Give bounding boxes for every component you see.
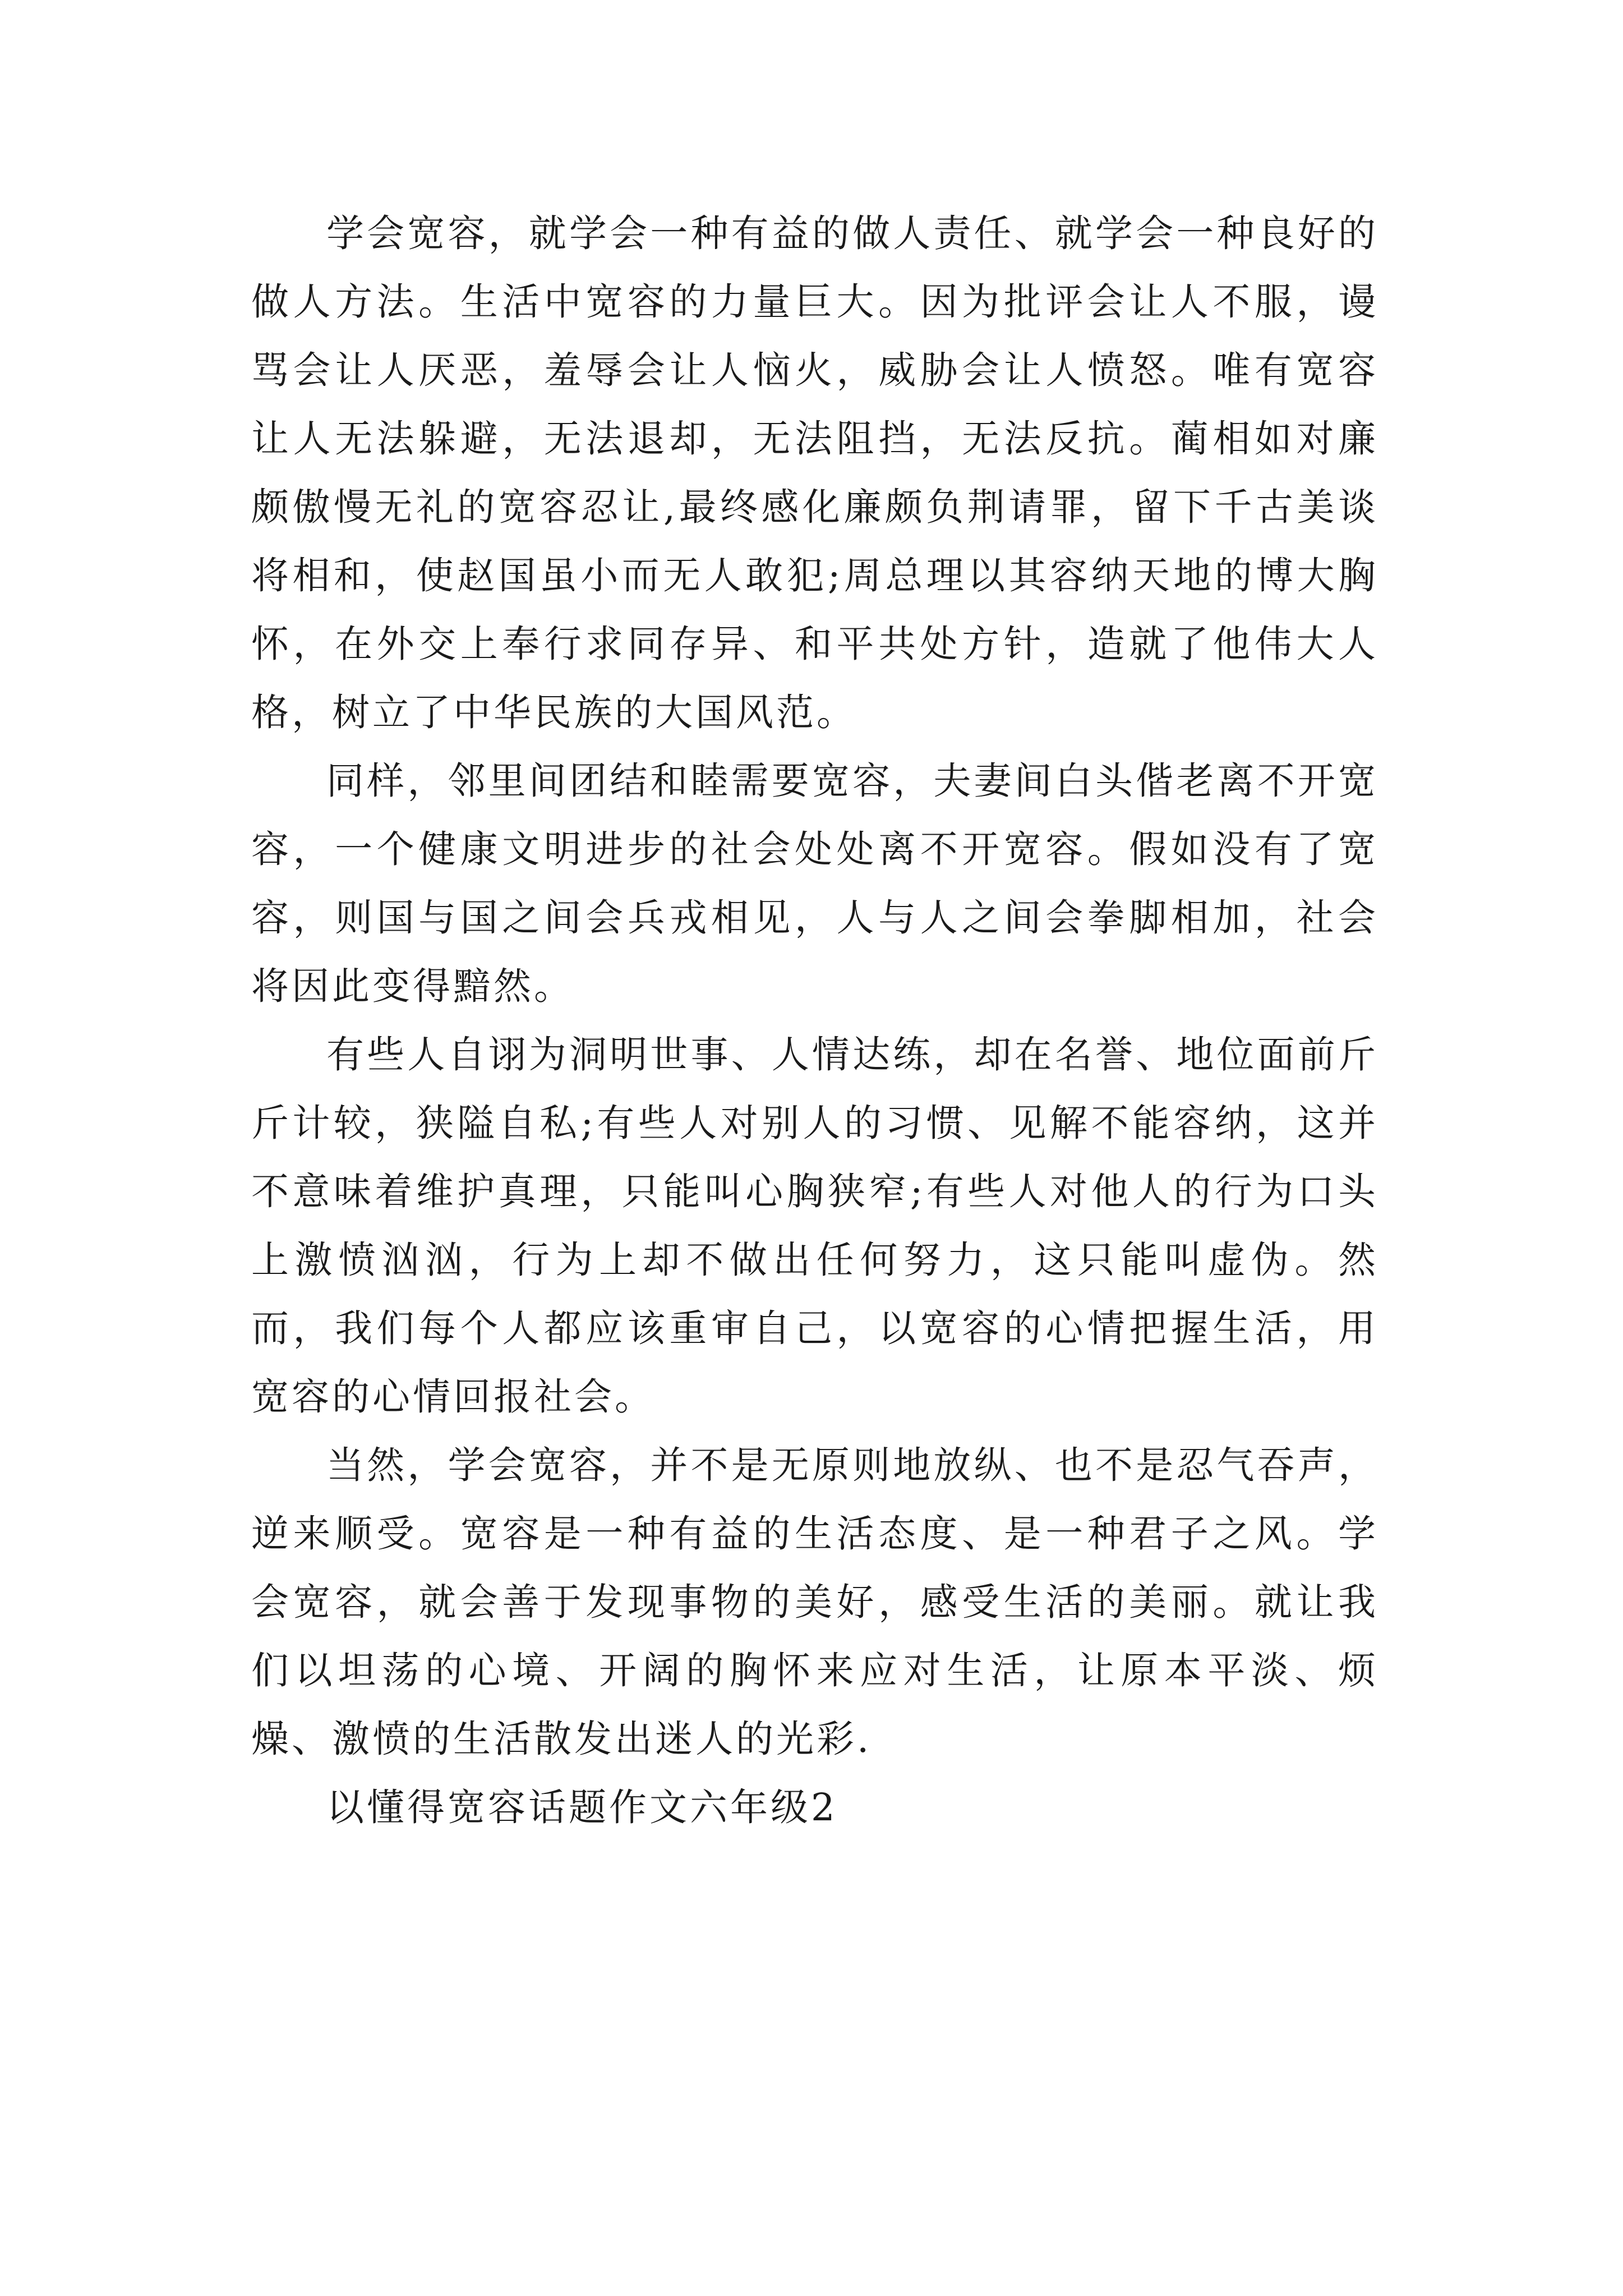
essay-heading: 以懂得宽容话题作文六年级2	[326, 1786, 838, 1829]
document-body	[251, 199, 1378, 1842]
paragraph-tolerance-benefits: 学会宽容，就学会一种有益的做人责任、就学会一种良好的做人方法。生活中宽容的力量巨大。因为批评会让人不服，谩骂会让人厌恶，羞辱会让人恼火，威胁会让人愤怒。唯有宽容让人无法躲避，无法退却，无法阻挡，无法反抗。蔺相如对廉颇傲慢无礼的宽容忍让,最终感化廉颇负荆请罪，留下千古美谈将相和，使赵国虽小而无人敢犯;周总理以其容纳天地的博大胸怀，在外交上奉行求同存异、和平共处方针，造就了他伟大人格，树立了中华民族的大国风范。	[251, 211, 1378, 734]
paragraph-tolerance-criticism: 有些人自诩为洞明世事、人情达练，却在名誉、地位面前斤斤计较，狭隘自私;有些人对别人的习惯、见解不能容纳，这并不意味着维护真理，只能叫心胸狭窄;有些人对他人的行为口头上激愤汹汹，行为上却不做出任何努力，这只能叫虚伪。然而，我们每个人都应该重审自己，以宽容的心情把握生活，用宽容的心情回报社会。	[251, 1033, 1378, 1419]
paragraph-tolerance-conclusion: 当然，学会宽容，并不是无原则地放纵、也不是忍气吞声，逆来顺受。宽容是一种有益的生活态度、是一种君子之风。学会宽容，就会善于发现事物的美好，感受生活的美丽。就让我们以坦荡的心境、开阔的胸怀来应对生活，让原本平淡、烦燥、激愤的生活散发出迷人的光彩.	[251, 1443, 1378, 1761]
paragraph-tolerance-society: 同样，邻里间团结和睦需要宽容，夫妻间白头偕老离不开宽容，一个健康文明进步的社会处处离不开宽容。假如没有了宽容，则国与国之间会兵戎相见，人与人之间会拳脚相加，社会将因此变得黯然。	[251, 759, 1378, 1008]
